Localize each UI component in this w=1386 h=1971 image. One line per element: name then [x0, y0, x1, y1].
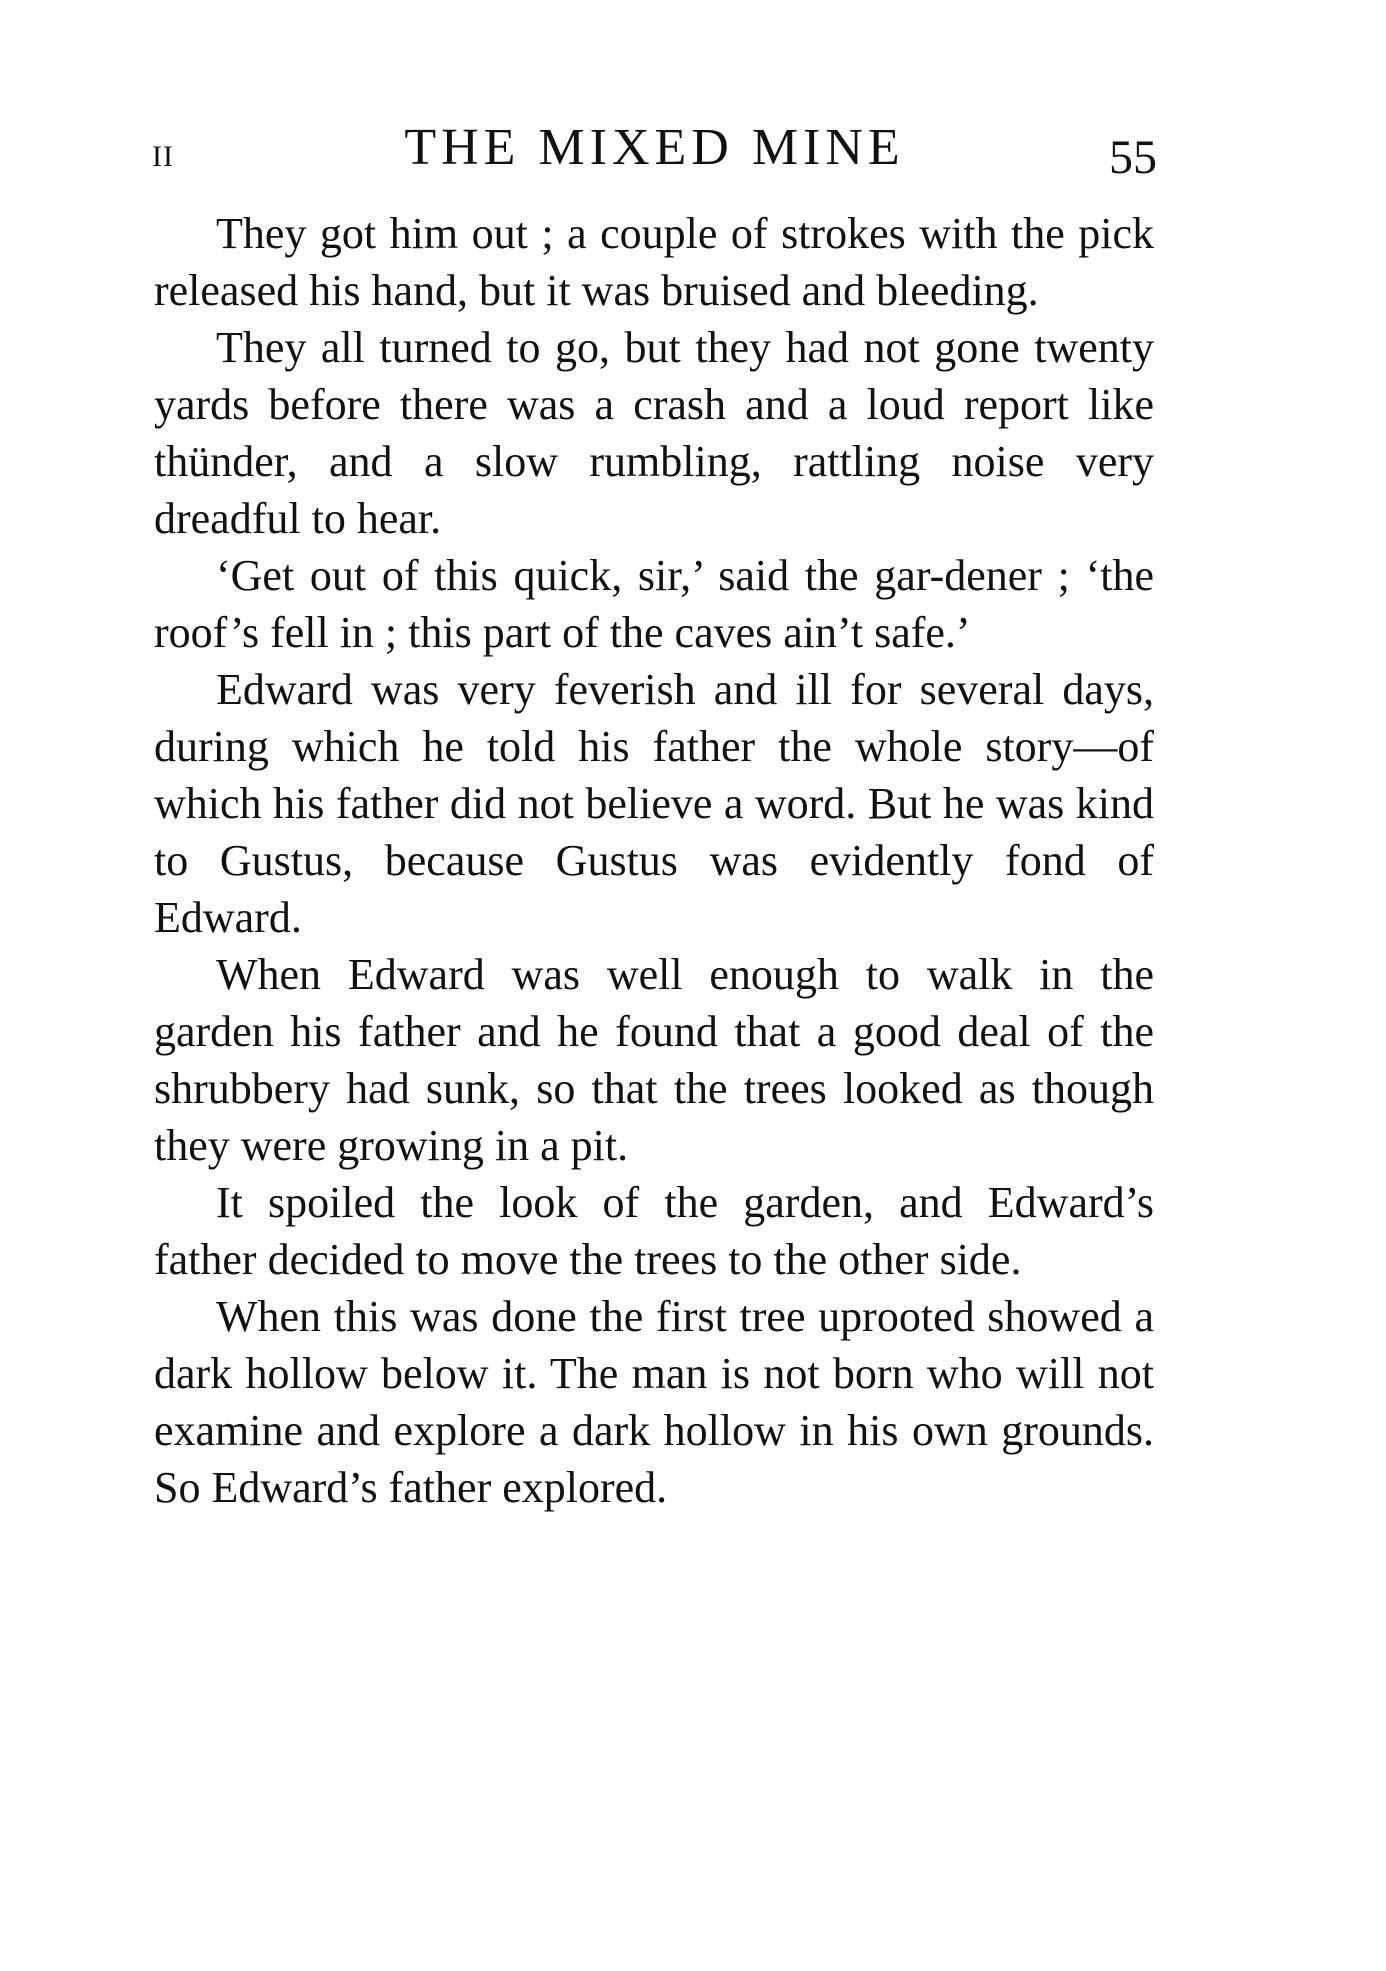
paragraph: They got him out ; a couple of strokes with the pick released his hand, but it was bruised and bleeding.: [154, 209, 1154, 315]
page-number: 55: [1109, 131, 1157, 184]
page-body: [154, 205, 1154, 1516]
paragraph: It spoiled the look of the garden, and Edward’s father decided to move the trees to the other side.: [154, 1178, 1154, 1284]
running-title: THE MIXED MINE: [404, 119, 905, 176]
paragraph: They all turned to go, but they had not gone twenty yards before there was a crash and a loud report like thünder, and a slow rumbling, rattling noise very dreadful to hear.: [154, 323, 1154, 543]
paragraph: ‘Get out of this quick, sir,’ said the gar-dener ; ‘the roof’s fell in ; this part of the caves ain’t safe.’: [154, 551, 1154, 657]
paragraph: When this was done the first tree uprooted showed a dark hollow below it. The man is not born who will not examine and explore a dark hollow in his own grounds. So Edward’s father explored.: [154, 1292, 1154, 1512]
paragraph: When Edward was well enough to walk in the garden his father and he found that a good deal of the shrubbery had sunk, so that the trees looked as though they were growing in a pit.: [154, 950, 1154, 1170]
running-header: [152, 118, 1157, 184]
paragraph: Edward was very feverish and ill for several days, during which he told his father the whole story—of which his father did not believe a word. But he was kind to Gustus, because Gustus was evidently fond of Edward.: [154, 665, 1154, 942]
chapter-number: II: [152, 140, 174, 173]
